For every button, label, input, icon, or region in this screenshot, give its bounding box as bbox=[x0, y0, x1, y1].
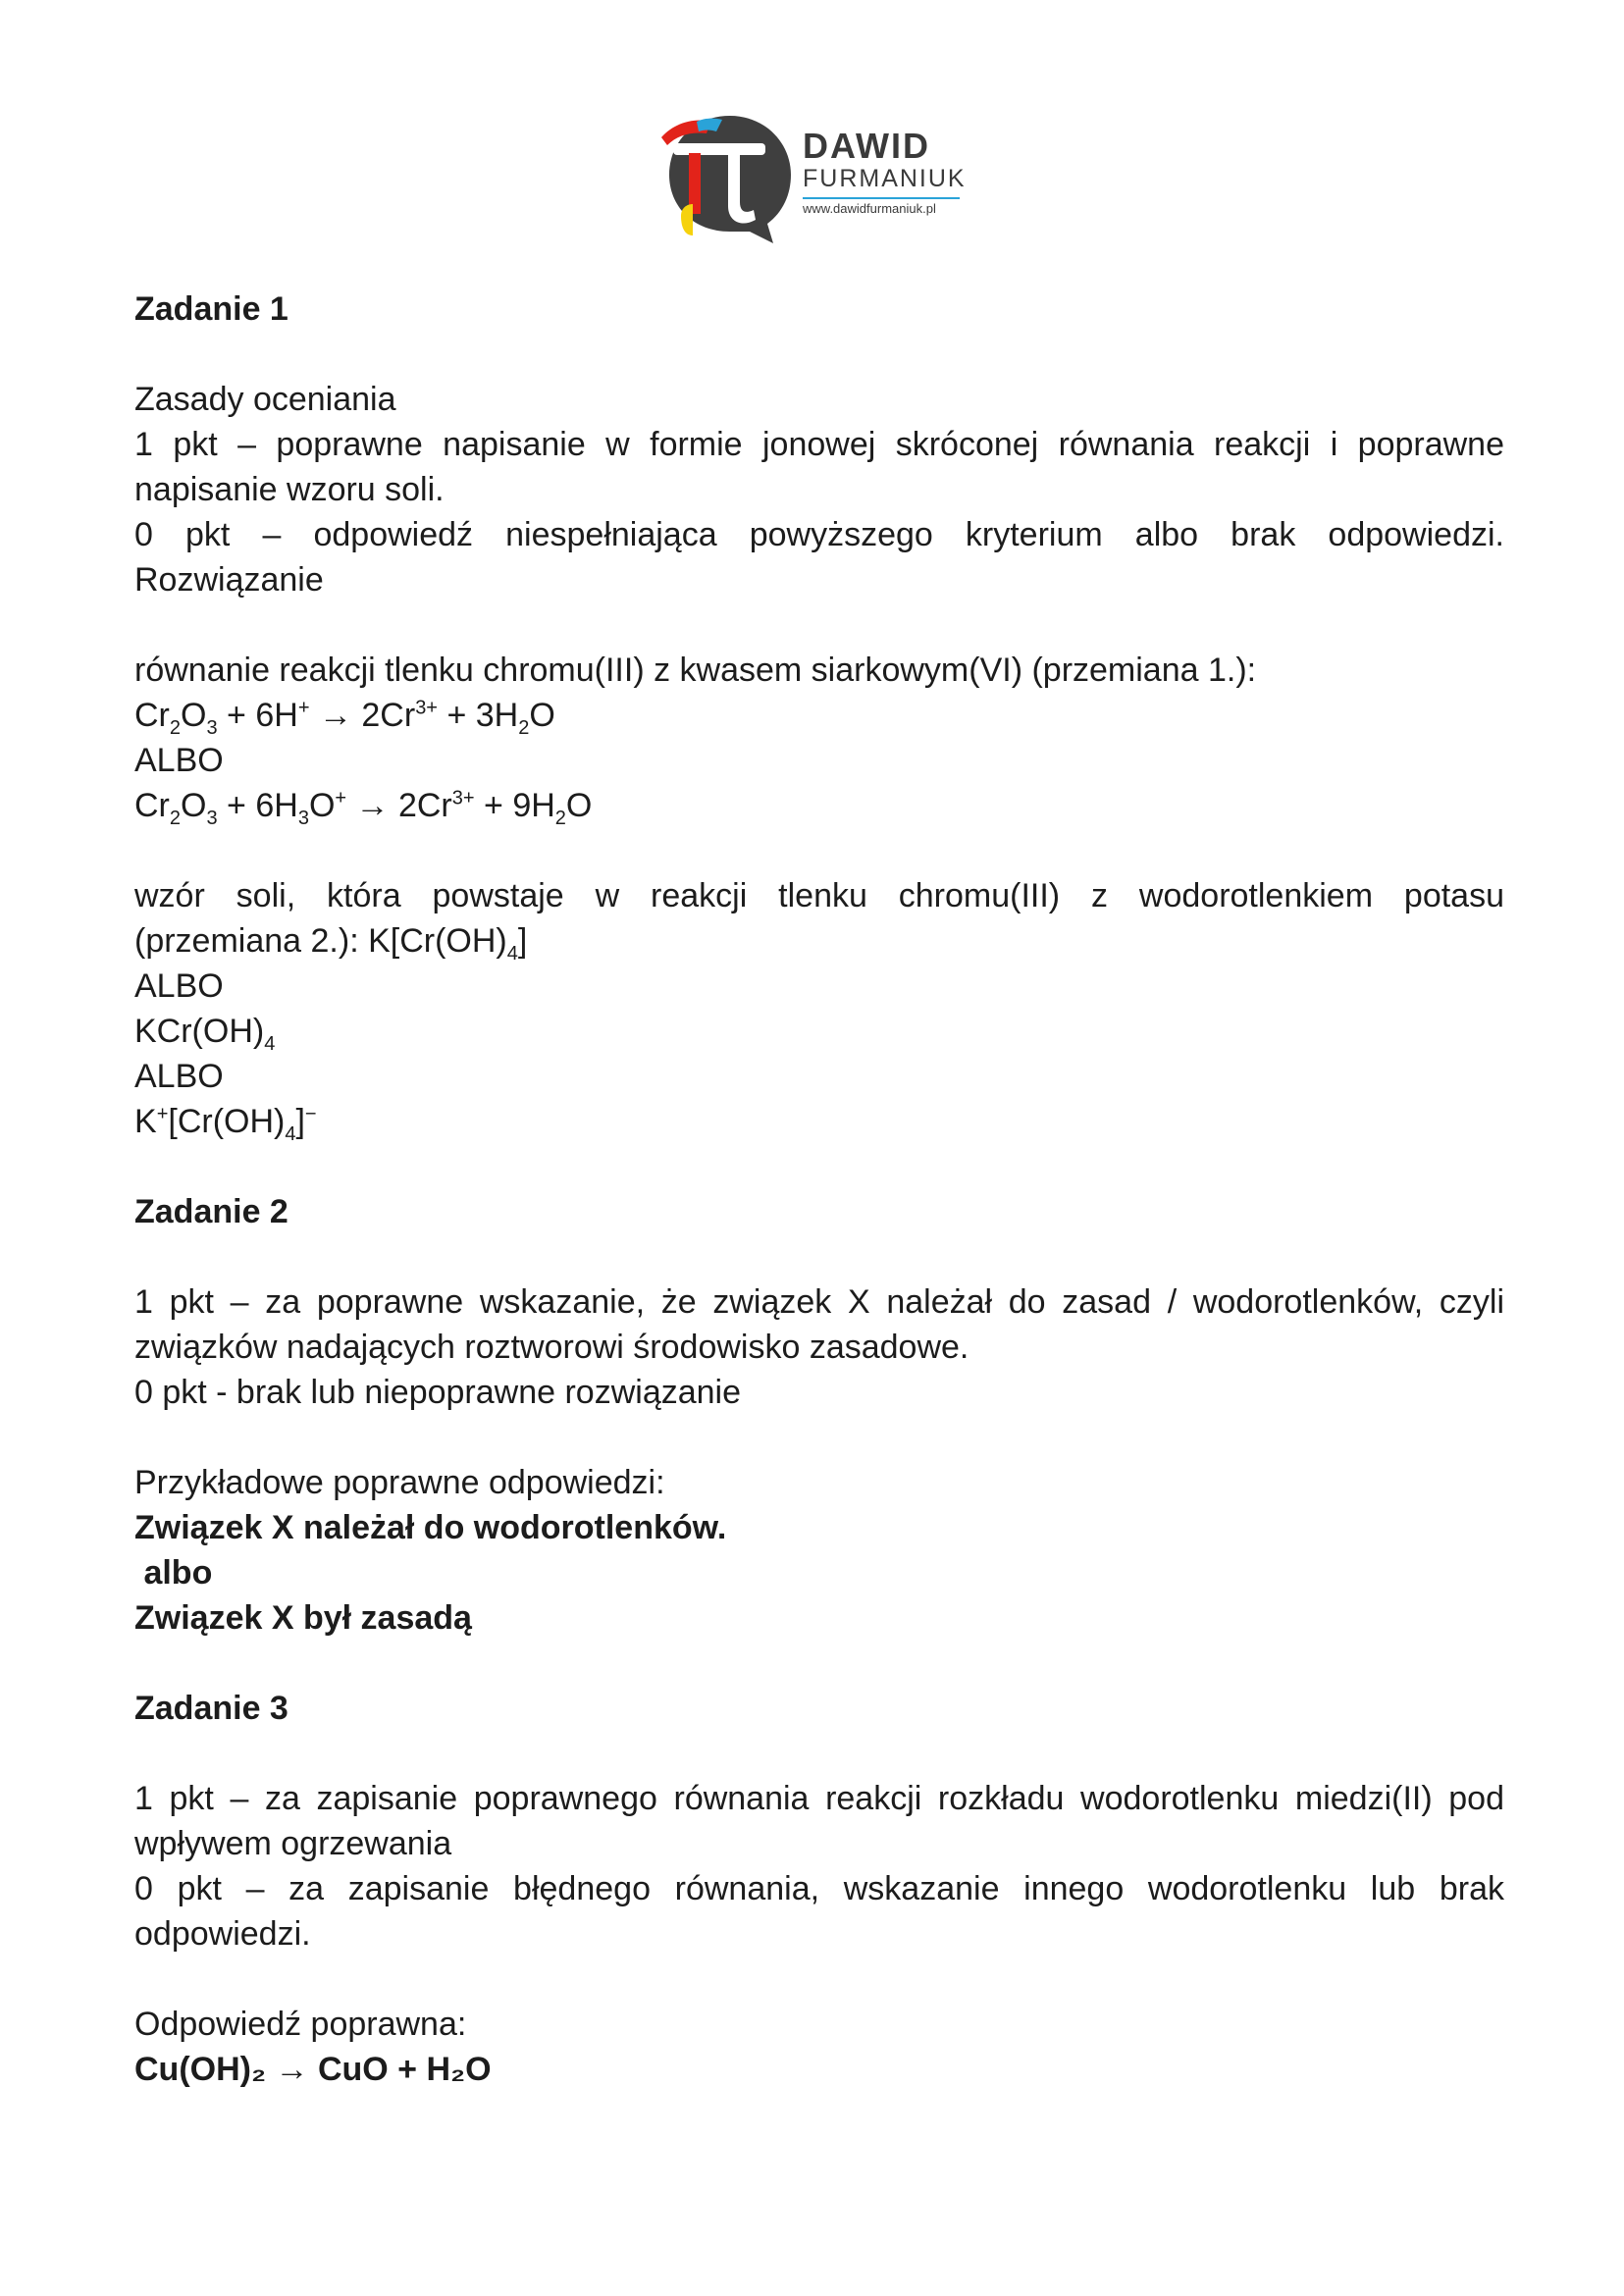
task1-equation-1: $Cr_2O_3 + 6H^+ \to 2Cr^{3+} + 3H_2O$ bbox=[134, 697, 555, 739]
brand-name-first: DAWID bbox=[803, 126, 930, 166]
task1-rules-title: Zasady oceniania bbox=[134, 381, 396, 418]
task1-formula-2: $KCr(OH)_4$ bbox=[134, 1013, 276, 1055]
task1-salt-line2: (przemiana 2.): $K[Cr(OH)_4]$ bbox=[134, 922, 528, 965]
task3-rule1-line1: 1 pkt – za zapisanie poprawnego równania reakcji rozkładu wodorotlenku miedzi(II) pod bbox=[134, 1780, 1504, 1817]
task1-albo-1: ALBO bbox=[134, 742, 224, 779]
task1-equation-intro: równanie reakcji tlenku chromu(III) z kwasem siarkowym(VI) (przemiana 1.): bbox=[134, 652, 1257, 689]
task1-albo-3: ALBO bbox=[134, 1058, 224, 1095]
task1-formula-3: $K^+[Cr(OH)_4]^-$ bbox=[134, 1103, 317, 1145]
brand-name-last: FURMANIUK bbox=[803, 165, 967, 192]
task2-rule1-line2: związków nadających roztworowi środowisko zasadowe. bbox=[134, 1329, 969, 1366]
task2-rule1-line1: 1 pkt – za poprawne wskazanie, że związek X należał do zasad / wodorotlenków, czyli bbox=[134, 1283, 1504, 1321]
logo bbox=[654, 110, 968, 247]
pi-speech-bubble-icon bbox=[654, 110, 801, 247]
task1-rule1-line2: napisanie wzoru soli. bbox=[134, 471, 445, 508]
task2-albo: albo bbox=[134, 1554, 213, 1592]
task2-rule0: 0 pkt - brak lub niepoprawne rozwiązanie bbox=[134, 1374, 742, 1411]
task3-heading: Zadanie 3 bbox=[134, 1690, 288, 1727]
task1-rule0-line1: 0 pkt – odpowiedź niespełniająca powyższego kryterium albo brak odpowiedzi. bbox=[134, 516, 1504, 553]
task1-salt-line1: wzór soli, która powstaje w reakcji tlenku chromu(III) z wodorotlenkiem potasu bbox=[134, 877, 1504, 914]
task3-rule1-line2: wpływem ogrzewania bbox=[134, 1825, 452, 1862]
task1-heading: Zadanie 1 bbox=[134, 290, 288, 328]
task1-albo-2: ALBO bbox=[134, 967, 224, 1005]
task3-rule0-line2: odpowiedzi. bbox=[134, 1915, 311, 1953]
task2-heading: Zadanie 2 bbox=[134, 1193, 288, 1230]
task2-examples-title: Przykładowe poprawne odpowiedzi: bbox=[134, 1464, 665, 1501]
task3-correct-title: Odpowiedź poprawna: bbox=[134, 2006, 467, 2043]
task1-rule1-line1: 1 pkt – poprawne napisanie w formie jonowej skróconej równania reakcji i poprawne bbox=[134, 426, 1504, 463]
task3-equation: Cu(OH)₂ → CuO + H₂O bbox=[134, 2051, 492, 2088]
brand-divider bbox=[803, 197, 960, 199]
task2-answer-1: Związek X należał do wodorotlenków. bbox=[134, 1509, 727, 1546]
brand-website: www.dawidfurmaniuk.pl bbox=[803, 201, 936, 216]
task3-rule0-line1: 0 pkt – za zapisanie błędnego równania, wskazanie innego wodorotlenku lub brak bbox=[134, 1870, 1504, 1907]
document-body bbox=[134, 287, 1504, 2092]
task1-equation-2: $Cr_2O_3 + 6H_3O^+ \to 2Cr^{3+} + 9H_2O$ bbox=[134, 787, 593, 829]
task2-answer-2: Związek X był zasadą bbox=[134, 1599, 472, 1637]
task1-solution-label: Rozwiązanie bbox=[134, 561, 324, 599]
